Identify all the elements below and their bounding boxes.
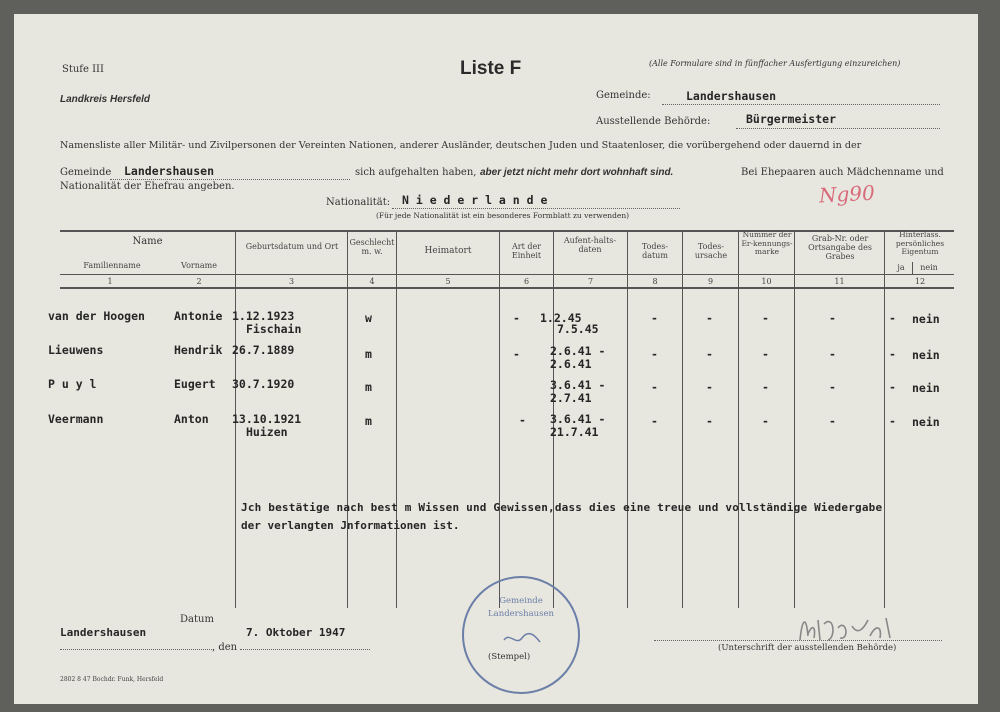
cell-todesdatum: - — [651, 347, 658, 361]
confirmation-line-2: der verlangten Jnformationen ist. — [241, 519, 460, 532]
cell-einheit: - — [519, 413, 526, 427]
nationality-value: N i e d e r l a n d e — [402, 193, 548, 207]
stufe-label: Stufe III — [62, 64, 104, 75]
col-number-3: 3 — [288, 277, 295, 286]
col-divider-8 — [738, 230, 739, 608]
cell-familienname: Lieuwens — [48, 343, 104, 357]
stamp-line-1: Gemeinde — [499, 596, 543, 606]
copies-note: (Alle Formulare sind in fünffacher Ausfertigung einzureichen) — [649, 59, 901, 68]
col-number-5: 5 — [445, 277, 451, 286]
col-divider-9 — [794, 230, 795, 608]
col-number-2: 2 — [196, 277, 202, 286]
cell-aufenthalt-von: 3.6.41 - — [550, 412, 606, 426]
behoerde-label: Ausstellende Behörde: — [596, 116, 711, 127]
table-top-rule — [60, 230, 954, 232]
cell-todesdatum: - — [651, 380, 658, 394]
col-number-11: 11 — [834, 277, 845, 286]
col-number-6: 6 — [523, 277, 530, 286]
cell-todesdatum: - — [651, 414, 658, 428]
cell-vorname: Hendrik — [174, 343, 223, 357]
col-einheit-header: Art der Einheit — [511, 242, 542, 261]
cell-aufenthalt-bis: 7.5.45 — [557, 322, 599, 336]
date-dotted-line — [240, 649, 370, 650]
signature-dotted-line — [654, 640, 942, 641]
col-grab-header: Grab-Nr. oder Ortsangabe des Grabes — [808, 234, 872, 262]
col-number-9: 9 — [707, 277, 714, 286]
intro-line-3: Nationalität der Ehefrau angeben. — [60, 181, 235, 192]
document-page — [14, 14, 978, 704]
datum-label: Datum — [180, 614, 214, 625]
col-erkennungsmarke-header: Nummer der Er-kennungs-marke — [741, 230, 793, 257]
stamp-label: (Stempel) — [488, 652, 531, 662]
signature-label: (Unterschrift der ausstellenden Behörde) — [718, 643, 897, 653]
cell-erkennungsmarke: - — [762, 380, 769, 394]
cell-eigentum-ja: - — [889, 380, 896, 394]
gemeinde-dotted-line — [662, 104, 940, 105]
cell-geburtsdatum: 1.12.1923 — [232, 309, 295, 323]
cell-eigentum-ja: - — [889, 414, 896, 428]
intro-emphasis: aber jetzt nicht mehr dort wohnhaft sind. — [480, 167, 674, 178]
col-number-12: 12 — [914, 277, 926, 286]
col-divider-3 — [396, 230, 397, 608]
cell-todesursache: - — [706, 347, 713, 361]
col-divider-7 — [682, 230, 683, 608]
col-divider-10 — [884, 230, 885, 608]
nationality-label: Nationalität: — [326, 197, 391, 208]
behoerde-value: Bürgermeister — [746, 112, 837, 126]
cell-grab: - — [829, 311, 836, 325]
col-geschlecht-header: Geschlecht m. w. — [349, 238, 395, 257]
intro-suffix: Bei Ehepaaren auch Mädchenname und — [741, 167, 944, 178]
cell-erkennungsmarke: - — [762, 311, 769, 325]
stamp-line-2: Landershausen — [488, 609, 554, 619]
cell-vorname: Eugert — [174, 377, 216, 391]
cell-geburtsdatum: 30.7.1920 — [232, 377, 295, 391]
cell-einheit: - — [513, 311, 520, 325]
stamp-emblem-icon — [502, 630, 542, 650]
behoerde-dotted-line — [736, 128, 940, 129]
col-number-10: 10 — [761, 277, 772, 286]
table-numbers-rule — [60, 287, 954, 289]
intro-mid: sich aufgehalten haben, — [355, 167, 477, 178]
cell-geschlecht: w — [365, 311, 372, 325]
gemeinde-value: Landershausen — [686, 89, 777, 103]
cell-grab: - — [829, 380, 836, 394]
confirmation-line-1: Jch bestätige nach best m Wissen und Gewissen,dass dies eine treue und vollständige Wiedergabe — [241, 501, 883, 514]
form-title: Liste F — [460, 58, 522, 79]
cell-aufenthalt-von: 2.6.41 - — [550, 344, 606, 358]
place-dotted-line — [60, 649, 214, 650]
cell-geburtsort: Fischain — [246, 322, 302, 336]
intro-gemeinde-value: Landershausen — [124, 164, 215, 178]
official-stamp — [462, 576, 580, 694]
cell-grab: - — [829, 414, 836, 428]
gemeinde-label: Gemeinde: — [596, 90, 651, 101]
cell-eigentum-ja: - — [889, 311, 896, 325]
handwritten-margin-note: Ng90 — [818, 180, 876, 208]
cell-todesdatum: - — [651, 311, 658, 325]
col-number-8: 8 — [652, 277, 658, 286]
col-number-4: 4 — [369, 277, 375, 286]
col-geburt-header: Geburtsdatum und Ort — [245, 242, 339, 251]
col-number-7: 7 — [587, 277, 594, 286]
cell-eigentum-nein: nein — [912, 312, 940, 326]
col-todesursache-header: Todes-ursache — [694, 242, 728, 261]
cell-todesursache: - — [706, 380, 713, 394]
cell-geburtsdatum: 26.7.1889 — [232, 343, 295, 357]
cell-vorname: Antonie — [174, 309, 223, 323]
cell-aufenthalt-bis: 21.7.41 — [550, 425, 599, 439]
cell-aufenthalt-bis: 2.7.41 — [550, 391, 592, 405]
cell-erkennungsmarke: - — [762, 414, 769, 428]
cell-erkennungsmarke: - — [762, 347, 769, 361]
intro-line-1: Namensliste aller Militär- und Zivilpersonen der Vereinten Nationen, anderer Ausländer, deutschen Juden und Staatenloser, die vorübergehend oder dauernd in der — [60, 140, 862, 151]
cell-familienname: P u y l — [48, 377, 97, 391]
cell-grab: - — [829, 347, 836, 361]
cell-vorname: Anton — [174, 412, 209, 426]
cell-geschlecht: m — [365, 380, 372, 394]
intro-gemeinde-prefix: Gemeinde — [60, 167, 112, 178]
cell-eigentum-ja: - — [889, 347, 896, 361]
ja-nein-divider — [912, 262, 913, 274]
cell-geschlecht: m — [365, 347, 372, 361]
col-heimatort-header: Heimatort — [424, 246, 472, 256]
date-value: 7. Oktober 1947 — [246, 626, 346, 639]
col-todesdatum-header: Todes-datum — [641, 242, 669, 261]
col-eigentum-header: Hinterlass. persönliches Eigentum — [895, 230, 945, 257]
printer-note: 2802 8 47 Bochdr. Funk, Hersfeld — [60, 676, 164, 683]
landkreis-label: Landkreis Hersfeld — [60, 94, 151, 105]
col-vorname-header: Vorname — [181, 261, 217, 270]
cell-aufenthalt-bis: 2.6.41 — [550, 357, 592, 371]
nationality-dotted-line — [392, 208, 680, 209]
cell-geburtsort: Huizen — [246, 425, 288, 439]
intro-gemeinde-dotted-line — [110, 179, 350, 180]
col-ja-header: ja — [897, 263, 905, 272]
den-label: , den — [212, 642, 238, 653]
cell-aufenthalt-von: 3.6.41 - — [550, 378, 606, 392]
cell-familienname: Veermann — [48, 412, 104, 426]
col-name-header: Name — [132, 236, 163, 247]
col-aufenthalt-header: Aufent-halts-daten — [563, 236, 617, 255]
col-familienname-header: Familienname — [83, 261, 141, 270]
cell-geschlecht: m — [365, 414, 372, 428]
cell-familienname: van der Hoogen — [48, 309, 145, 323]
cell-todesursache: - — [706, 414, 713, 428]
place-value: Landershausen — [60, 626, 147, 639]
cell-eigentum-nein: nein — [912, 415, 940, 429]
cell-einheit: - — [513, 347, 520, 361]
col-divider-6 — [627, 230, 628, 608]
cell-geburtsdatum: 13.10.1921 — [232, 412, 302, 426]
nationality-note: (Für jede Nationalität ist ein besonderes Formblatt zu verwenden) — [376, 211, 630, 220]
cell-eigentum-nein: nein — [912, 348, 940, 362]
col-divider-4 — [499, 230, 500, 608]
cell-eigentum-nein: nein — [912, 381, 940, 395]
cell-aufenthalt-von: 1.2.45 — [540, 311, 582, 325]
table-header-rule — [60, 274, 954, 275]
col-nein-header: nein — [920, 263, 938, 272]
col-divider-2 — [347, 230, 348, 608]
cell-todesursache: - — [706, 311, 713, 325]
col-number-1: 1 — [107, 277, 113, 286]
